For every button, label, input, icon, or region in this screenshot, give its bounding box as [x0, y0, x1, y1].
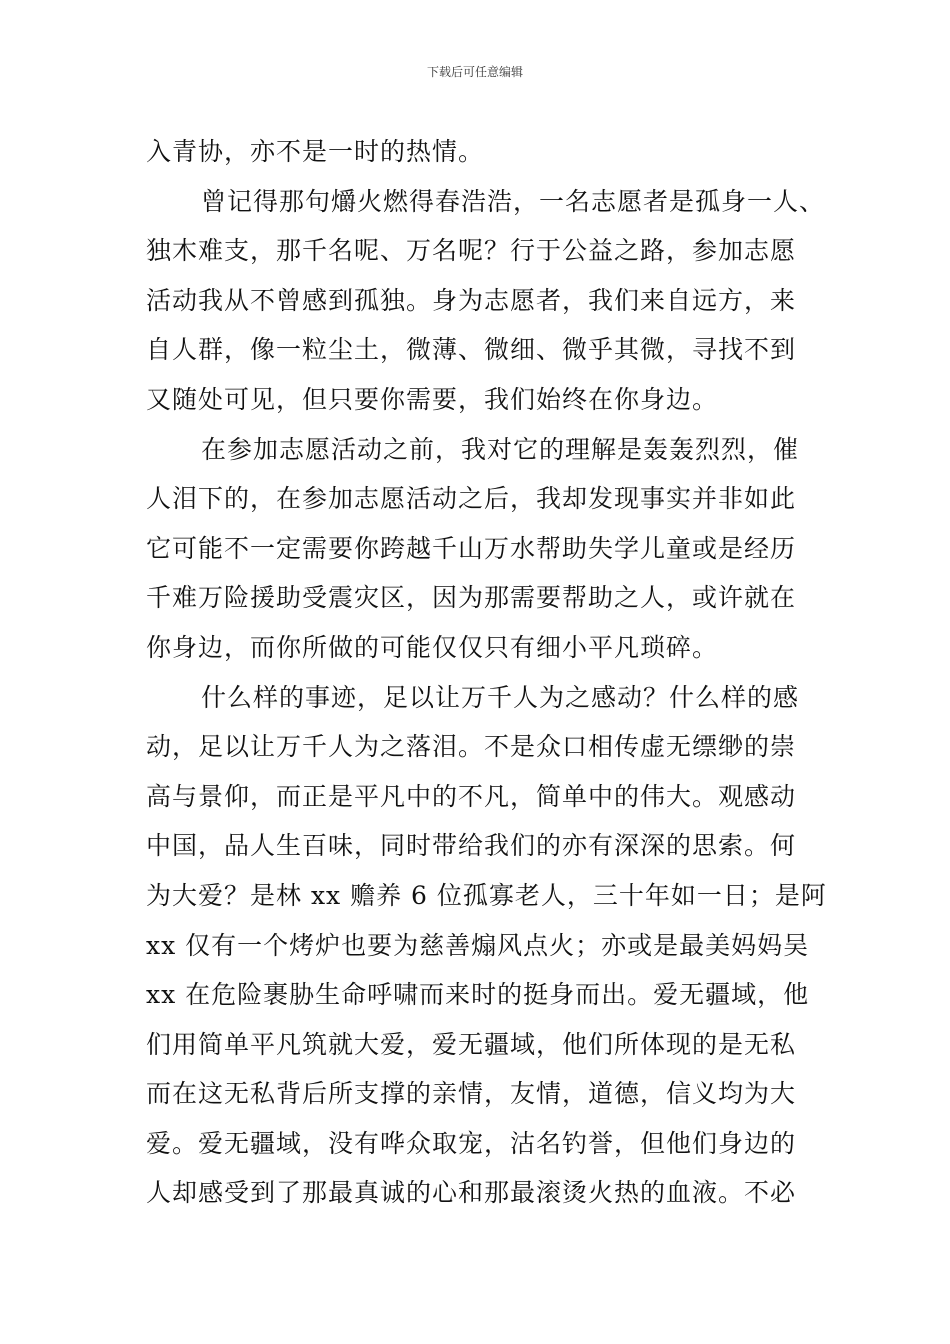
text-line: 千难万险援助受震灾区，因为那需要帮助之人，或许就在: [146, 583, 797, 613]
text-line: 它可能不一定需要你跨越千山万水帮助失学儿童或是经历: [146, 533, 797, 563]
text-line: 活动我从不曾感到孤独。身为志愿者，我们来自远方，来: [146, 285, 797, 315]
text-line: 中国，品人生百味，同时带给我们的亦有深深的思索。何: [146, 831, 797, 861]
text-line: 你身边，而你所做的可能仅仅只有细小平凡琐碎。: [146, 632, 719, 662]
text-line: 独木难支，那千名呢、万名呢？行于公益之路，参加志愿: [146, 236, 797, 266]
page-header: 下载后可任意编辑: [426, 65, 523, 79]
text-line: 们用简单平凡筑就大爱，爱无疆域，他们所体现的是无私: [146, 1029, 797, 1059]
text-line: 入青协，亦不是一时的热情。: [146, 137, 485, 166]
document-body: [146, 127, 827, 1218]
text-line: 爱。爱无疆域，没有哗众取宠，沽名钓誉，但他们身边的: [146, 1128, 797, 1158]
text-line: 什么样的事迹，足以让万千人为之感动？什么样的感: [201, 682, 800, 712]
text-line: 人却感受到了那最真诚的心和那最滚烫火热的血液。不必: [146, 1178, 797, 1208]
text-line: 又随处可见，但只要你需要，我们始终在你身边。: [146, 384, 719, 414]
text-line: 曾记得那句爝火燃得春浩浩，一名志愿者是孤身一人、: [201, 186, 826, 216]
text-line: 而在这无私背后所支撑的亲情，友情，道德，信义均为大: [146, 1079, 797, 1109]
text-line: 自人群，像一粒尘土，微薄、微细、微乎其微，寻找不到: [146, 335, 797, 365]
text-line: xx 在危险裹胁生命呼啸而来时的挺身而出。爱无疆域，他: [146, 980, 810, 1010]
text-line: 动，足以让万千人为之落泪。不是众口相传虚无缥缈的崇: [146, 732, 797, 762]
text-line: 在参加志愿活动之前，我对它的理解是轰轰烈烈，催: [201, 434, 800, 464]
text-line: 高与景仰，而正是平凡中的不凡，简单中的伟大。观感动: [146, 781, 797, 811]
text-line: 为大爱？是林 xx 赡养 6 位孤寡老人，三十年如一日；是阿: [146, 880, 827, 910]
text-line: xx 仅有一个烤炉也要为慈善煽风点火；亦或是最美妈妈吴: [146, 930, 810, 960]
text-line: 人泪下的，在参加志愿活动之后，我却发现事实并非如此: [146, 484, 797, 514]
